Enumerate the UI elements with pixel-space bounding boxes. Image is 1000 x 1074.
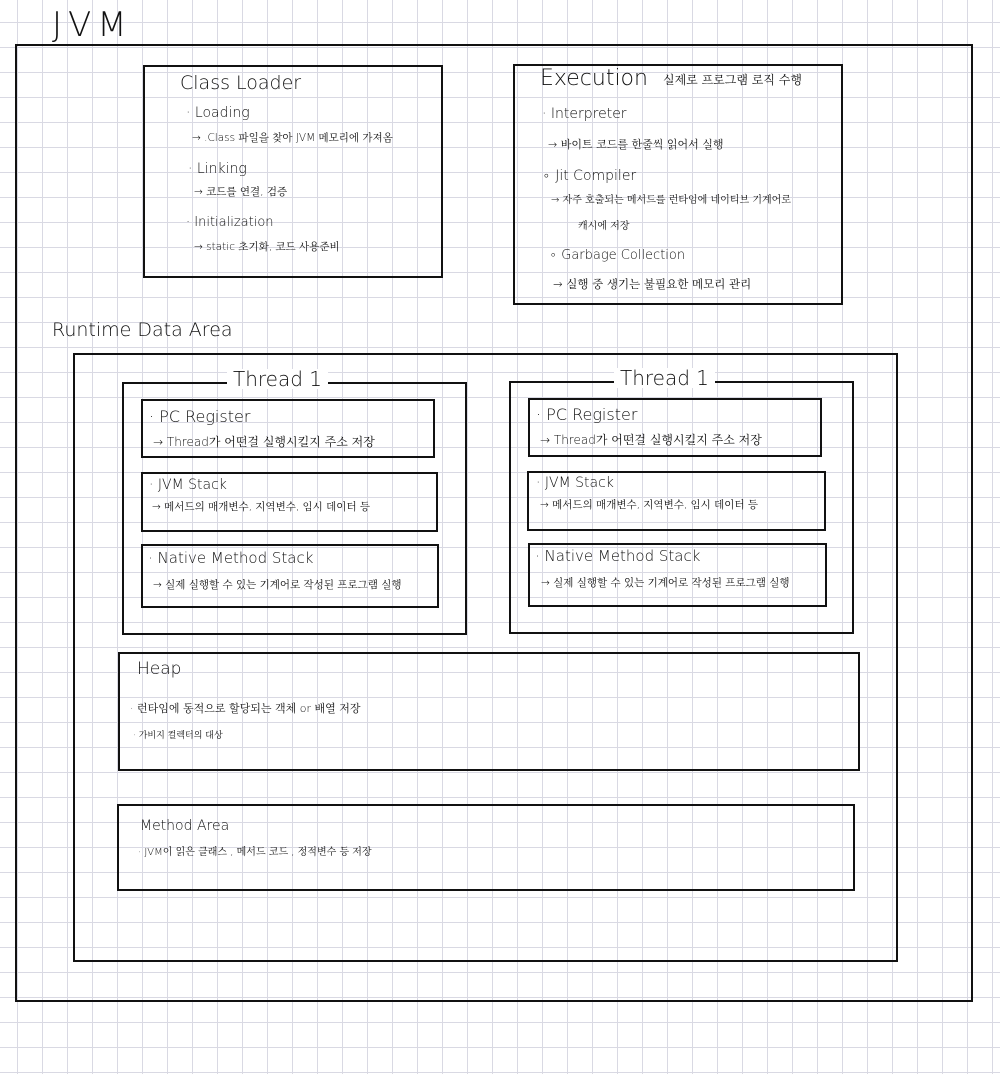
execution-item-jit-detail2: 캐시에 저장 xyxy=(578,221,630,232)
native-stack-title: · Native Method Stack xyxy=(148,549,314,567)
class-loader-item-initialization-detail: → static 초기화, 코드 사용준비 xyxy=(194,241,340,253)
execution-item-interpreter: · Interpreter xyxy=(542,106,627,122)
pc-register-detail: → Thread가 어떤걸 실행시킬지 주소 저장 xyxy=(540,433,762,447)
native-stack-title: · Native Method Stack xyxy=(535,547,701,565)
heap-title: Heap xyxy=(137,659,182,679)
class-loader-title: Class Loader xyxy=(180,72,302,94)
execution-item-interpreter-detail: → 바이트 코드를 한줄씩 읽어서 실행 xyxy=(548,138,724,151)
class-loader-item-loading-detail: → .Class 파일을 찾아 JVM 메모리에 가져옴 xyxy=(192,132,393,144)
class-loader-item-loading: · Loading xyxy=(186,105,250,121)
heap-line-1: · 런타임에 동적으로 할당되는 객체 or 배열 저장 xyxy=(130,702,361,715)
pc-register-title: · PC Register xyxy=(536,405,638,424)
execution-item-gc-detail: → 실행 중 생기는 불필요한 메모리 관리 xyxy=(553,277,752,291)
class-loader-item-linking-detail: → 코드를 연결, 검증 xyxy=(194,186,288,198)
class-loader-item-initialization: · Initialization xyxy=(186,215,274,230)
jvm-stack-title: · JVM Stack xyxy=(536,475,614,491)
jvm-stack-detail: → 메서드의 매개변수, 지역변수, 임시 데이터 등 xyxy=(152,501,371,513)
runtime-title: Runtime Data Area xyxy=(52,319,233,341)
execution-item-jit-detail: → 자주 호출되는 메서드를 런타임에 네이티브 기계어로 xyxy=(551,195,791,206)
class-loader-item-linking: · Linking xyxy=(188,161,247,177)
execution-box xyxy=(513,64,843,305)
pc-register-title: · PC Register xyxy=(149,407,251,426)
method-area-line-1: · JVM이 읽은 클래스 , 메서드 코드 , 정적변수 등 저장 xyxy=(138,847,372,858)
jvm-stack-detail: → 메서드의 매개변수, 지역변수, 임시 데이터 등 xyxy=(540,499,759,511)
execution-item-jit: ∘ Jit Compiler xyxy=(542,168,637,184)
page-title: JVM xyxy=(52,5,133,45)
heap-line-2: · 가비지 컬렉터의 대상 xyxy=(133,731,223,741)
jvm-stack-title: · JVM Stack xyxy=(149,477,227,493)
native-stack-detail: → 실제 실행할 수 있는 기계어로 작성된 프로그램 실행 xyxy=(541,577,790,589)
execution-subtitle: 실제로 프로그램 로직 수행 xyxy=(663,73,802,87)
method-area-title: Method Area xyxy=(140,818,230,834)
execution-title: Execution xyxy=(540,66,648,91)
pc-register-detail: → Thread가 어떤걸 실행시킬지 주소 저장 xyxy=(153,435,375,449)
execution-item-gc: ∘ Garbage Collection xyxy=(549,248,686,263)
native-stack-detail: → 실제 실행할 수 있는 기계어로 작성된 프로그램 실행 xyxy=(153,579,402,591)
thread-label: Thread 1 xyxy=(227,369,328,389)
thread-label: Thread 1 xyxy=(614,368,715,388)
